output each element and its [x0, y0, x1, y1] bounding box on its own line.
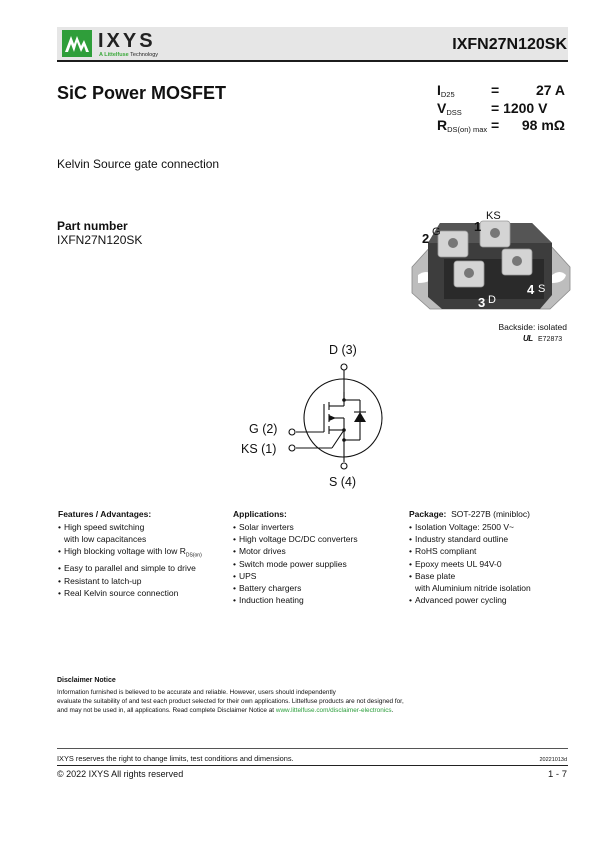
spec-id25-value: 27 A: [535, 82, 565, 98]
features-heading: Features / Advantages:: [58, 509, 152, 519]
part-number-value: IXFN27N120SK: [57, 233, 143, 247]
disclaimer-text: Information furnished is believed to be accurate and reliable. However, users should independently evaluate the suitability of and test each product selected for their own applications. Littelfuse products are not designed for, and may not be used in, all applications. Read complete Disclaimer Notice at www.littelfuse.com/disclaimer-electronics.: [57, 689, 404, 715]
spec-id25-symbol: $I_{D25}$: [437, 82, 455, 99]
footer-rights-notice: IXYS reserves the right to change limits, test conditions and dimensions.: [57, 754, 294, 763]
ixys-logo-icon: [62, 30, 92, 57]
logo-tagline-brand: A Littelfuse: [99, 52, 129, 58]
disclaimer-link[interactable]: www.littelfuse.com/disclaimer-electronics: [275, 707, 392, 715]
ul-file-code: E72873: [538, 336, 563, 343]
package-illustration: [400, 205, 572, 330]
spec-vdss-value: = 1200 V: [491, 100, 548, 116]
list-item: • Resistant to latch-up: [58, 575, 202, 587]
pin-ks-number: 1: [474, 219, 482, 234]
list-item: • Base plate with Aluminium nitride isolation: [409, 570, 531, 594]
pin-g-number: 2: [422, 231, 430, 246]
logo-tagline: [99, 52, 158, 58]
list-item: • RoHS compliant: [409, 545, 531, 557]
list-item: • Real Kelvin source connection: [58, 587, 202, 599]
list-item: • UPS: [233, 570, 358, 582]
footer-date-code: 20221013d: [539, 757, 567, 763]
pin-d-name: D: [488, 294, 496, 306]
pin-g-name: G: [432, 226, 441, 238]
disclaimer-heading: Disclaimer Notice: [57, 677, 116, 684]
spec-id25-eq: =: [491, 82, 500, 98]
pin-ks-name: KS: [486, 210, 501, 222]
schematic-drain-label: D (3): [329, 343, 357, 357]
page-title: SiC Power MOSFET: [57, 83, 227, 103]
pin-s-number: 4: [527, 282, 535, 297]
footer-divider-top: [57, 748, 568, 749]
spec-vdss-symbol: $V_{DSS}$: [437, 100, 462, 117]
schematic-source-label: S (4): [329, 475, 357, 489]
list-item: • Easy to parallel and simple to drive: [58, 562, 202, 574]
part-number-label: Part number: [57, 219, 128, 233]
pin-s-name: S: [538, 283, 546, 295]
package-list: [409, 521, 531, 606]
list-item: • High speed switching with low capacitances: [58, 521, 202, 545]
page-number: 1 - 7: [547, 769, 567, 780]
header-part-number: IXFN27N120SK: [452, 36, 567, 53]
logo-tagline-rest: Technology: [128, 52, 159, 58]
ul-mark-icon: UL: [523, 334, 533, 343]
list-item: • Isolation Voltage: 2500 V~: [409, 521, 531, 533]
mosfet-schematic: [280, 360, 400, 472]
logo-wordmark: IXYS: [98, 30, 156, 52]
pin-d-number: 3: [478, 295, 486, 310]
list-item: • Battery chargers: [233, 582, 358, 594]
list-item: • Switch mode power supplies: [233, 558, 358, 570]
subtitle: Kelvin Source gate connection: [57, 157, 220, 171]
backside-note: Backside: isolated: [498, 322, 567, 332]
package-heading: Package: SOT-227B (minibloc): [409, 509, 530, 519]
spec-rds-value: 98 mΩ: [521, 117, 565, 133]
list-item: • High blocking voltage with low $R_{DS(on)}$: [58, 545, 202, 562]
applications-list: [233, 521, 358, 606]
spec-rds-symbol: $R_{DS(on) max}$: [437, 117, 488, 134]
list-item: • Advanced power cycling: [409, 594, 531, 606]
list-item: • High voltage DC/DC converters: [233, 533, 358, 545]
spec-rds-eq: =: [491, 117, 500, 133]
features-list: [58, 521, 202, 599]
header-divider: [57, 60, 568, 62]
footer-copyright: © 2022 IXYS All rights reserved: [57, 769, 184, 779]
list-item: • Epoxy meets UL 94V-0: [409, 558, 531, 570]
list-item: • Motor drives: [233, 545, 358, 557]
footer-divider-bottom: [57, 765, 568, 766]
list-item: • Solar inverters: [233, 521, 358, 533]
schematic-gate-label: G (2): [249, 422, 278, 436]
schematic-kelvin-source-label: KS (1): [241, 442, 277, 456]
list-item: • Industry standard outline: [409, 533, 531, 545]
list-item: • Induction heating: [233, 594, 358, 606]
applications-heading: Applications:: [233, 509, 287, 519]
